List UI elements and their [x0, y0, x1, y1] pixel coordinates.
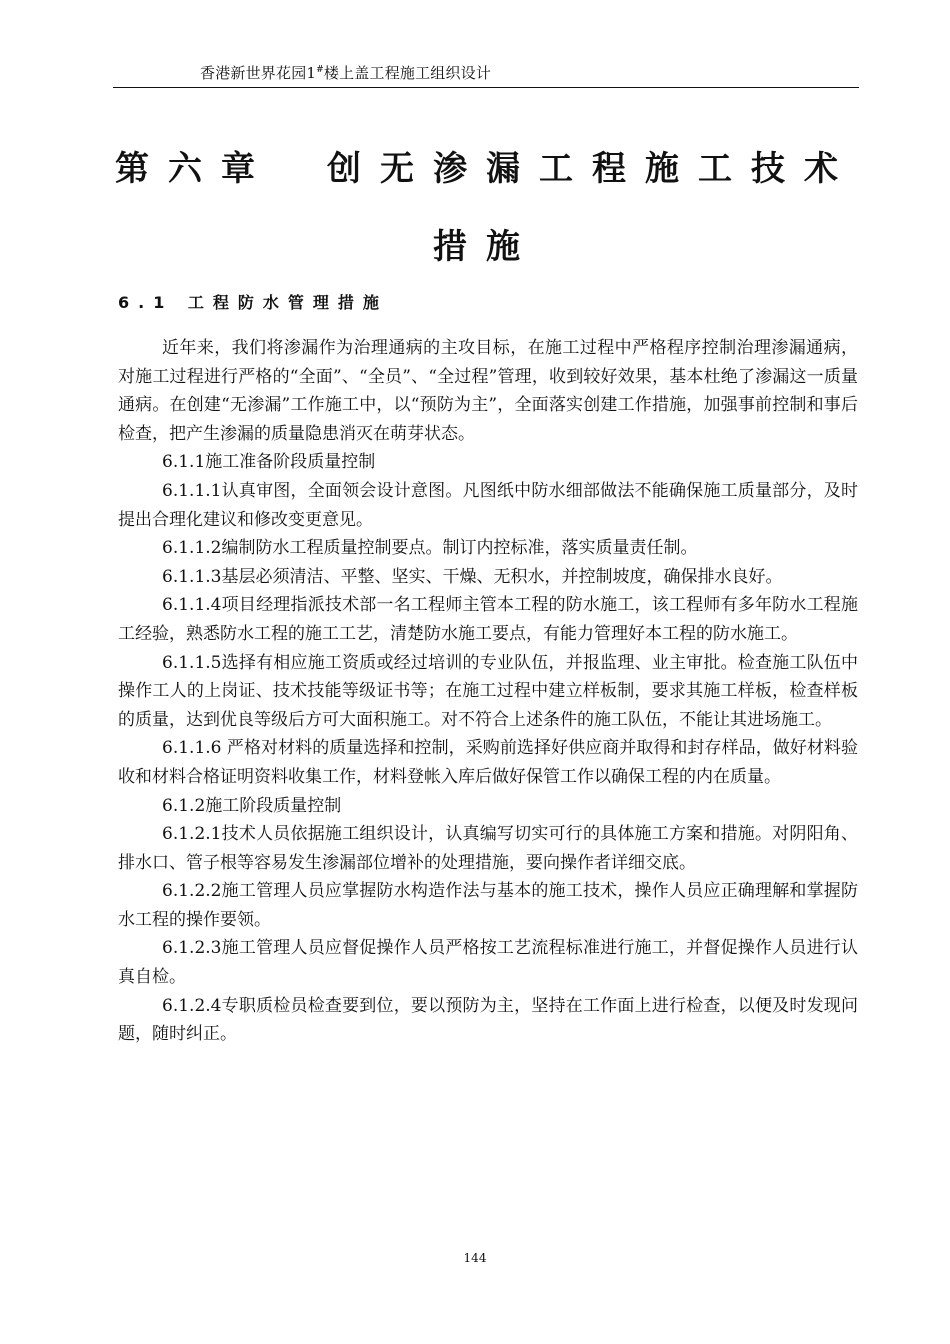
paragraph-intro: 近年来，我们将渗漏作为治理通病的主攻目标，在施工过程中严格程序控制治理渗漏通病，对施工过程进行严格的“全面”、“全员”、“全过程”管理，收到较好效果，基本杜绝了渗漏这一质量通病。在创建“无渗漏”工作施工中，以“预防为主”，全面落实创建工作措施，加强事前控制和事后检查，把产生渗漏的质量隐患消灭在萌芽状态。: [118, 338, 858, 444]
paragraph-6-1-2-2: 6.1.2.2施工管理人员应掌握防水构造作法与基本的施工技术，操作人员应正确理解和掌握防水工程的操作要领。: [118, 881, 858, 930]
paragraph-6-1-1-1: 6.1.1.1认真审图，全面领会设计意图。凡图纸中防水细部做法不能确保施工质量部分，及时提出合理化建议和修改变更意见。: [118, 480, 858, 530]
header-title-suffix: 楼上盖工程施工组织设计: [323, 64, 492, 82]
running-header: [200, 62, 491, 83]
chapter-title-line-1: 第六章 创无渗漏工程施工技术: [115, 149, 857, 189]
header-title-prefix: 香港新世界花园1: [200, 64, 317, 82]
paragraph-6-1-2: 6.1.2施工阶段质量控制: [162, 795, 342, 816]
section-heading: 6.1 工程防水管理措施: [118, 293, 388, 312]
chapter-title: [113, 130, 859, 286]
chapter-title-line-2: 措施: [433, 227, 539, 267]
paragraph-6-1-1: 6.1.1施工准备阶段质量控制: [162, 452, 376, 473]
paragraph-6-1-1-5: 6.1.1.5选择有相应施工资质或经过培训的专业队伍，并报监理、业主审批。检查施工队伍中操作工人的上岗证、技术技能等级证书等；在施工过程中建立样板制，要求其施工样板，检查样板的质量，达到优良等级后方可大面积施工。对不符合上述条件的施工队伍，不能让其进场施工。: [118, 652, 858, 730]
header-divider: [113, 87, 859, 88]
paragraph-6-1-1-2: 6.1.1.2编制防水工程质量控制要点。制订内控标准，落实质量责任制。: [162, 538, 698, 559]
paragraph-6-1-2-4: 6.1.2.4专职质检员检查要到位，要以预防为主，坚持在工作面上进行检查，以便及时发现问题，随时纠正。: [118, 995, 858, 1045]
header-title-superscript: #: [316, 65, 324, 75]
paragraph-6-1-1-6: 6.1.1.6 严格对材料的质量选择和控制，采购前选择好供应商并取得和封存样品，做好材料验收和材料合格证明资料收集工作，材料登帐入库后做好保管工作以确保工程的内在质量。: [118, 738, 858, 787]
paragraph-6-1-1-3: 6.1.1.3基层必须清洁、平整、坚实、干燥、无积水，并控制坡度，确保排水良好。: [162, 566, 783, 587]
paragraph-6-1-1-4: 6.1.1.4项目经理指派技术部一名工程师主管本工程的防水施工，该工程师有多年防水工程施工经验，熟悉防水工程的施工工艺，清楚防水施工要点，有能力管理好本工程的防水施工。: [118, 595, 858, 644]
page-number: 144: [463, 1251, 487, 1265]
body-text: [118, 334, 858, 1049]
paragraph-6-1-2-1: 6.1.2.1技术人员依据施工组织设计，认真编写切实可行的具体施工方案和措施。对阴阳角、排水口、管子根等容易发生渗漏部位增补的处理措施，要向操作者详细交底。: [118, 824, 858, 873]
paragraph-6-1-2-3: 6.1.2.3施工管理人员应督促操作人员严格按工艺流程标准进行施工，并督促操作人员进行认真自检。: [118, 938, 858, 988]
